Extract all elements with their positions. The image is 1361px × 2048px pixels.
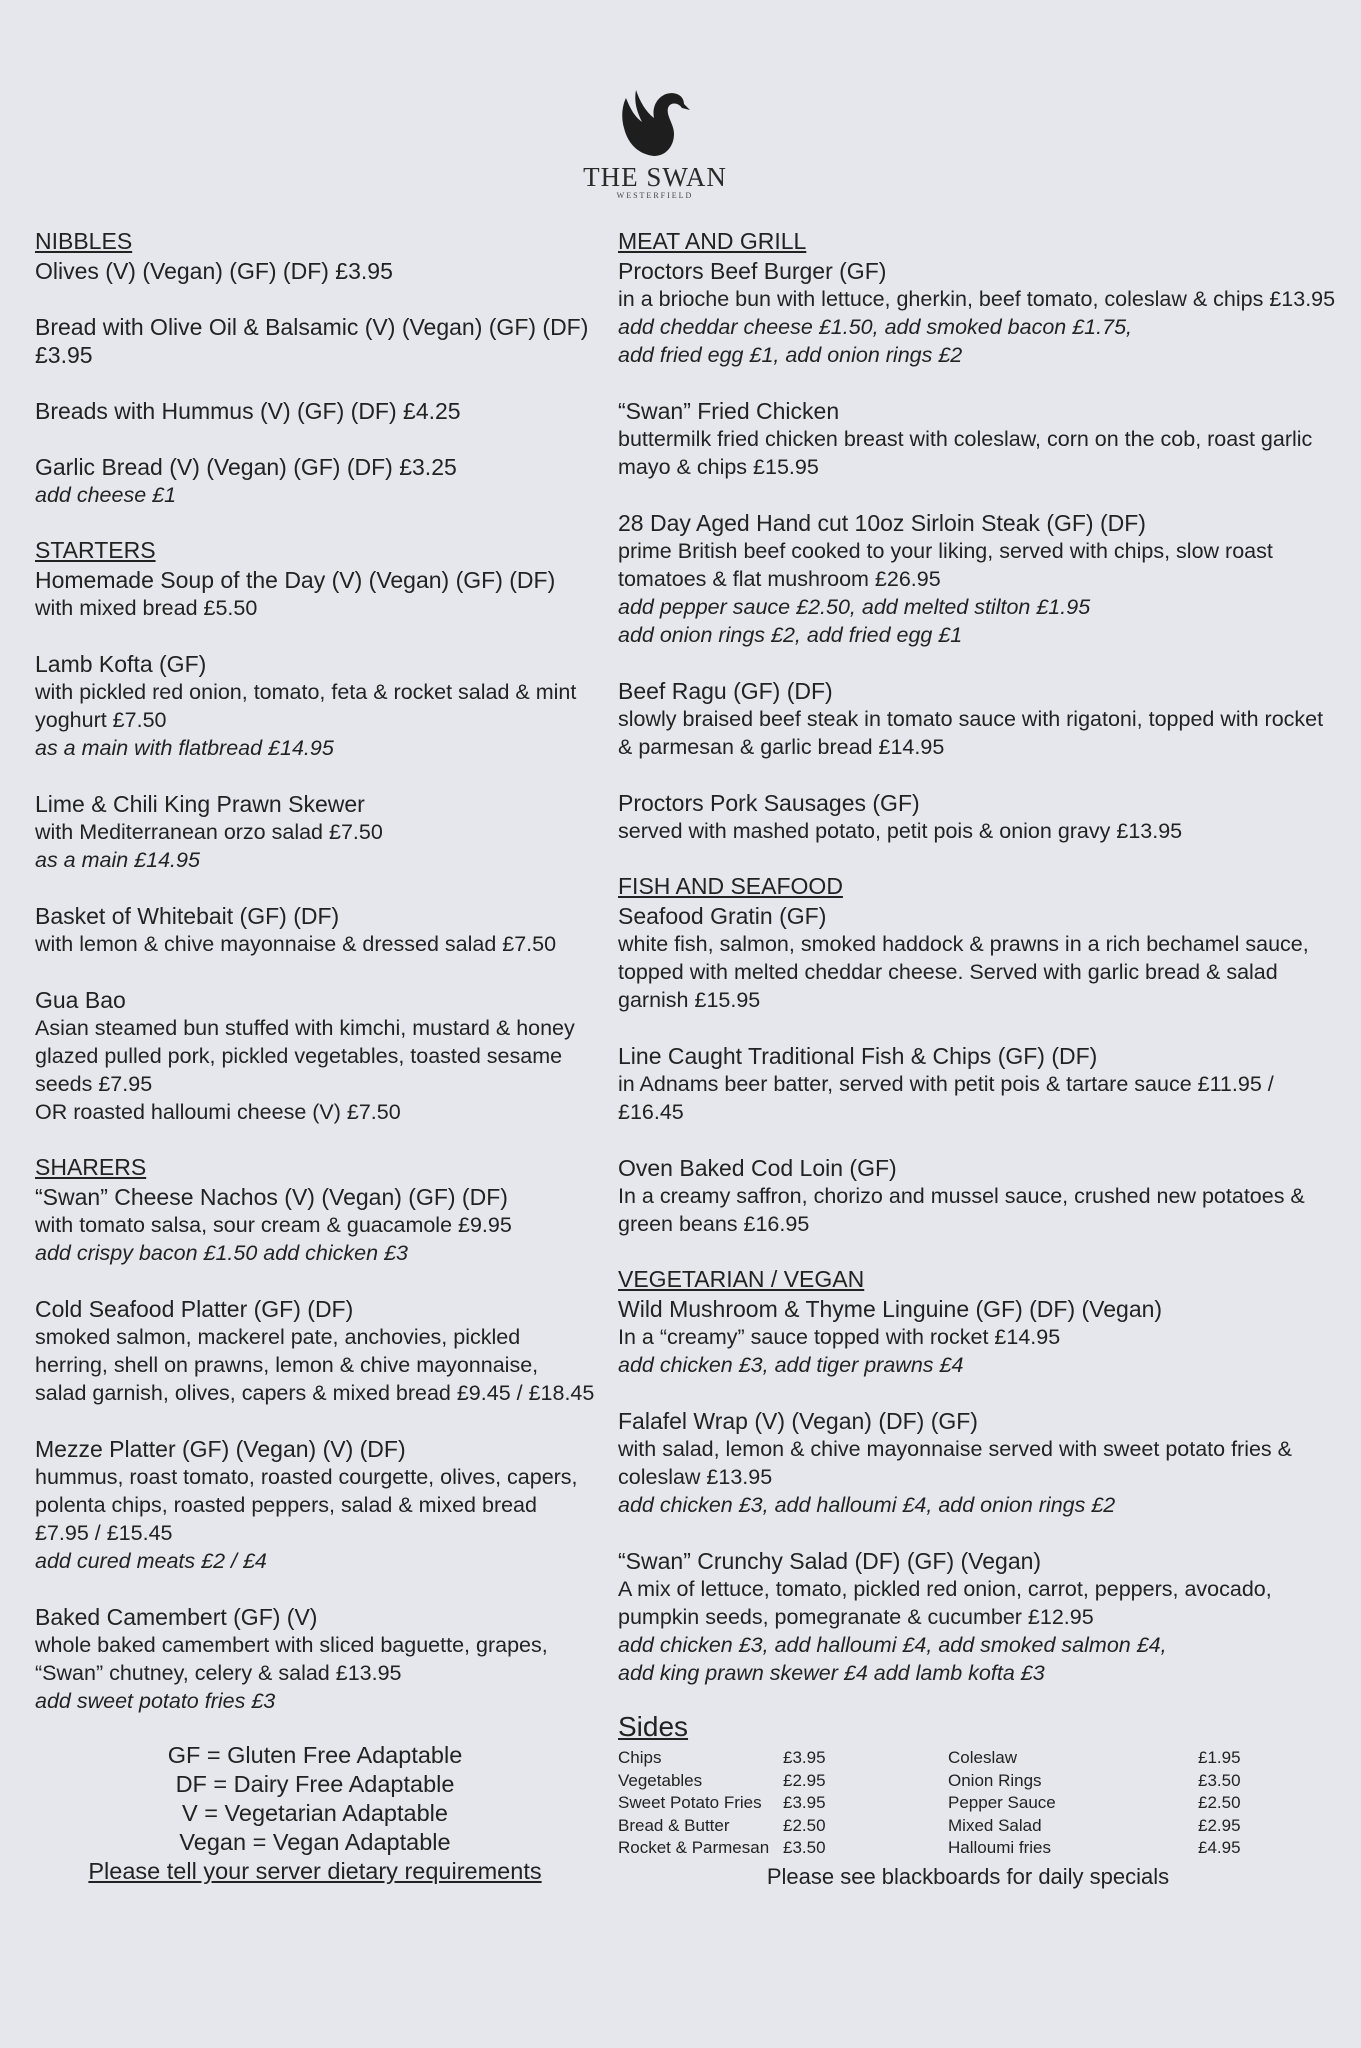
- item-name: “Swan” Cheese Nachos (V) (Vegan) (GF) (DF): [35, 1184, 508, 1210]
- brand-subtitle: WESTERFIELD: [616, 191, 694, 200]
- item-addon: add chicken £3, add halloumi £4, add smoked salmon £4,: [618, 1633, 1167, 1657]
- item-addon: add pepper sauce £2.50, add melted stilton £1.95: [618, 595, 1091, 619]
- item-description: with pickled red onion, tomato, feta & rocket salad & mint yoghurt £7.50: [35, 680, 577, 732]
- item-name: Proctors Beef Burger (GF): [618, 258, 887, 284]
- menu-item: [35, 986, 595, 1126]
- item-name: Seafood Gratin (GF): [618, 903, 827, 929]
- item-addon: add cheese £1: [35, 483, 177, 507]
- menu-item: [35, 566, 595, 622]
- section-meat-and-grill: [618, 228, 1338, 845]
- item-name: Falafel Wrap (V) (Vegan) (DF) (GF): [618, 1408, 978, 1434]
- item-addon: as a main £14.95: [35, 848, 200, 872]
- item-name: Lamb Kofta (GF): [35, 651, 207, 677]
- item-description: A mix of lettuce, tomato, pickled red onion, carrot, peppers, avocado, pumpkin seeds, pomegranate & cucumber £12.95: [618, 1577, 1272, 1629]
- side-price: £3.95: [783, 1748, 826, 1767]
- dietary-legend: [35, 1741, 595, 1886]
- item-alternative: OR roasted halloumi cheese (V) £7.50: [35, 1100, 401, 1124]
- item-description: with salad, lemon & chive mayonnaise served with sweet potato fries & coleslaw £13.95: [618, 1437, 1292, 1489]
- sides-prices: [1198, 1747, 1258, 1860]
- sides-title: Sides: [618, 1711, 689, 1742]
- item-name: Gua Bao: [35, 987, 126, 1013]
- specials-notice: Please see blackboards for daily specials: [766, 1863, 1170, 1889]
- item-description: with Mediterranean orzo salad £7.50: [35, 820, 383, 844]
- right-column: [618, 228, 1338, 1890]
- section-starters: [35, 537, 595, 1126]
- menu-item: [618, 509, 1338, 649]
- item-addon: add crispy bacon £1.50 add chicken £3: [35, 1241, 408, 1265]
- sides-names: [618, 1747, 783, 1860]
- menu-item: [618, 677, 1338, 761]
- item-description: Asian steamed bun stuffed with kimchi, mustard & honey glazed pulled pork, pickled vegetables, toasted sesame seeds £7.95: [35, 1016, 575, 1096]
- side-price: £2.95: [783, 1770, 826, 1790]
- menu-item: [35, 790, 595, 874]
- item-addon: add sweet potato fries £3: [35, 1689, 276, 1713]
- side-price: £2.50: [1198, 1793, 1241, 1812]
- item-name: Lime & Chili King Prawn Skewer: [35, 791, 365, 817]
- sides-prices: [783, 1747, 843, 1860]
- menu-item: [35, 313, 595, 369]
- item-name: Bread with Olive Oil & Balsamic (V) (Vegan) (GF) (DF) £3.95: [35, 314, 589, 368]
- side-price: £3.50: [1198, 1770, 1241, 1790]
- menu-item: [618, 902, 1338, 1014]
- section-title: STARTERS: [35, 537, 156, 563]
- sides-column-2: [948, 1747, 1258, 1860]
- side-name: Sweet Potato Fries: [618, 1793, 762, 1812]
- side-name: Vegetables: [618, 1770, 703, 1790]
- section-title: VEGETARIAN / VEGAN: [618, 1266, 865, 1292]
- item-description: served with mashed potato, petit pois & onion gravy £13.95: [618, 819, 1183, 843]
- section-vegetarian-vegan: [618, 1266, 1338, 1687]
- side-name: Pepper Sauce: [948, 1793, 1056, 1812]
- item-description: In a “creamy” sauce topped with rocket £14.95: [618, 1325, 1061, 1349]
- menu-item: [618, 257, 1338, 369]
- left-column: [35, 228, 595, 1886]
- item-addon: add fried egg £1, add onion rings £2: [618, 343, 963, 367]
- item-name: Baked Camembert (GF) (V): [35, 1604, 318, 1630]
- menu-item: [35, 1603, 595, 1715]
- item-name: Olives (V) (Vegan) (GF) (DF) £3.95: [35, 258, 393, 284]
- item-name: 28 Day Aged Hand cut 10oz Sirloin Steak (GF) (DF): [618, 510, 1146, 536]
- side-name: Bread & Butter: [618, 1815, 730, 1835]
- side-price: £4.95: [1198, 1838, 1241, 1857]
- item-description: in a brioche bun with lettuce, gherkin, beef tomato, coleslaw & chips £13.95: [618, 287, 1336, 311]
- legend-df: DF = Dairy Free Adaptable: [175, 1771, 455, 1797]
- brand-name: THE SWAN: [583, 162, 727, 192]
- sides-column-1: [618, 1747, 948, 1860]
- side-price: £1.95: [1198, 1748, 1241, 1767]
- menu-item: [618, 1042, 1338, 1126]
- legend-v: V = Vegetarian Adaptable: [182, 1800, 448, 1826]
- swan-icon: [618, 88, 692, 158]
- menu-item: [618, 1295, 1338, 1379]
- menu-item: [618, 1154, 1338, 1238]
- item-name: Breads with Hummus (V) (GF) (DF) £4.25: [35, 398, 461, 424]
- item-name: Garlic Bread (V) (Vegan) (GF) (DF) £3.25: [35, 454, 457, 480]
- section-title: MEAT AND GRILL: [618, 228, 807, 254]
- menu-item: [618, 397, 1338, 481]
- side-name: Onion Rings: [948, 1770, 1042, 1790]
- menu-item: [618, 1407, 1338, 1519]
- item-description: with tomato salsa, sour cream & guacamole £9.95: [35, 1213, 512, 1237]
- item-name: Line Caught Traditional Fish & Chips (GF) (DF): [618, 1043, 1098, 1069]
- item-description: slowly braised beef steak in tomato sauce with rigatoni, topped with rocket & parmesan & garlic bread £14.95: [618, 707, 1324, 759]
- sides-table: [618, 1747, 1338, 1860]
- side-price: £3.50: [783, 1838, 826, 1857]
- item-description: prime British beef cooked to your liking, served with chips, slow roast tomatoes & flat mushroom £26.95: [618, 539, 1273, 591]
- sides-names: [948, 1747, 1198, 1860]
- menu-item: [618, 789, 1338, 845]
- menu-item: [35, 902, 595, 958]
- item-name: “Swan” Crunchy Salad (DF) (GF) (Vegan): [618, 1548, 1042, 1574]
- item-addon: add cheddar cheese £1.50, add smoked bacon £1.75,: [618, 315, 1132, 339]
- item-description: smoked salmon, mackerel pate, anchovies, pickled herring, shell on prawns, lemon & chive mayonnaise, salad garnish, olives, capers & mixed bread £9.45 / £18.45: [35, 1325, 595, 1405]
- item-addon: add chicken £3, add tiger prawns £4: [618, 1353, 964, 1377]
- menu-item: [35, 257, 595, 285]
- section-title: FISH AND SEAFOOD: [618, 873, 843, 899]
- item-name: Cold Seafood Platter (GF) (DF): [35, 1296, 354, 1322]
- section-title: NIBBLES: [35, 228, 133, 254]
- item-name: Wild Mushroom & Thyme Linguine (GF) (DF) (Vegan): [618, 1296, 1163, 1322]
- item-description: in Adnams beer batter, served with petit pois & tartare sauce £11.95 / £16.45: [618, 1072, 1274, 1124]
- item-description: with lemon & chive mayonnaise & dressed salad £7.50: [35, 932, 557, 956]
- side-name: Mixed Salad: [948, 1815, 1042, 1835]
- item-addon: add chicken £3, add halloumi £4, add onion rings £2: [618, 1493, 1116, 1517]
- menu-item: [35, 1183, 595, 1267]
- menu-item: [618, 1547, 1338, 1687]
- side-price: £2.50: [783, 1815, 826, 1835]
- item-description: whole baked camembert with sliced baguette, grapes, “Swan” chutney, celery & salad £13.95: [35, 1633, 548, 1685]
- logo: [565, 88, 745, 200]
- side-price: £2.95: [1198, 1815, 1241, 1835]
- legend-vegan: Vegan = Vegan Adaptable: [179, 1829, 451, 1855]
- item-name: Basket of Whitebait (GF) (DF): [35, 903, 340, 929]
- menu-item: [35, 397, 595, 425]
- item-name: Homemade Soup of the Day (V) (Vegan) (GF) (DF): [35, 567, 556, 593]
- menu-item: [35, 453, 595, 509]
- section-sides: [618, 1711, 1338, 1890]
- item-description: white fish, salmon, smoked haddock & prawns in a rich bechamel sauce, topped with melted cheddar cheese. Served with garlic bread & salad garnish £15.95: [618, 932, 1309, 1012]
- item-name: Proctors Pork Sausages (GF): [618, 790, 920, 816]
- menu-item: [35, 1435, 595, 1575]
- section-nibbles: [35, 228, 595, 509]
- side-name: Rocket & Parmesan: [618, 1838, 770, 1857]
- section-title: SHARERS: [35, 1154, 147, 1180]
- item-name: “Swan” Fried Chicken: [618, 398, 840, 424]
- menu-item: [35, 1295, 595, 1407]
- item-description: with mixed bread £5.50: [35, 596, 258, 620]
- item-addon: add cured meats £2 / £4: [35, 1549, 267, 1573]
- section-fish-and-seafood: [618, 873, 1338, 1238]
- item-addon: add king prawn skewer £4 add lamb kofta £3: [618, 1661, 1045, 1685]
- item-description: buttermilk fried chicken breast with coleslaw, corn on the cob, roast garlic mayo & chips £15.95: [618, 427, 1313, 479]
- dietary-notice: Please tell your server dietary requirements: [88, 1858, 542, 1884]
- legend-gf: GF = Gluten Free Adaptable: [167, 1742, 463, 1768]
- item-name: Oven Baked Cod Loin (GF): [618, 1155, 897, 1181]
- item-description: hummus, roast tomato, roasted courgette, olives, capers, polenta chips, roasted peppers, salad & mixed bread £7.95 / £15.45: [35, 1465, 578, 1545]
- side-price: £3.95: [783, 1793, 826, 1812]
- item-name: Beef Ragu (GF) (DF): [618, 678, 833, 704]
- item-addon: add onion rings £2, add fried egg £1: [618, 623, 963, 647]
- menu-item: [35, 650, 595, 762]
- side-name: Coleslaw: [948, 1748, 1017, 1767]
- side-name: Chips: [618, 1748, 662, 1767]
- item-description: In a creamy saffron, chorizo and mussel sauce, crushed new potatoes & green beans £16.95: [618, 1184, 1305, 1236]
- item-name: Mezze Platter (GF) (Vegan) (V) (DF): [35, 1436, 406, 1462]
- item-addon: as a main with flatbread £14.95: [35, 736, 334, 760]
- section-sharers: [35, 1154, 595, 1715]
- side-name: Halloumi fries: [948, 1838, 1051, 1857]
